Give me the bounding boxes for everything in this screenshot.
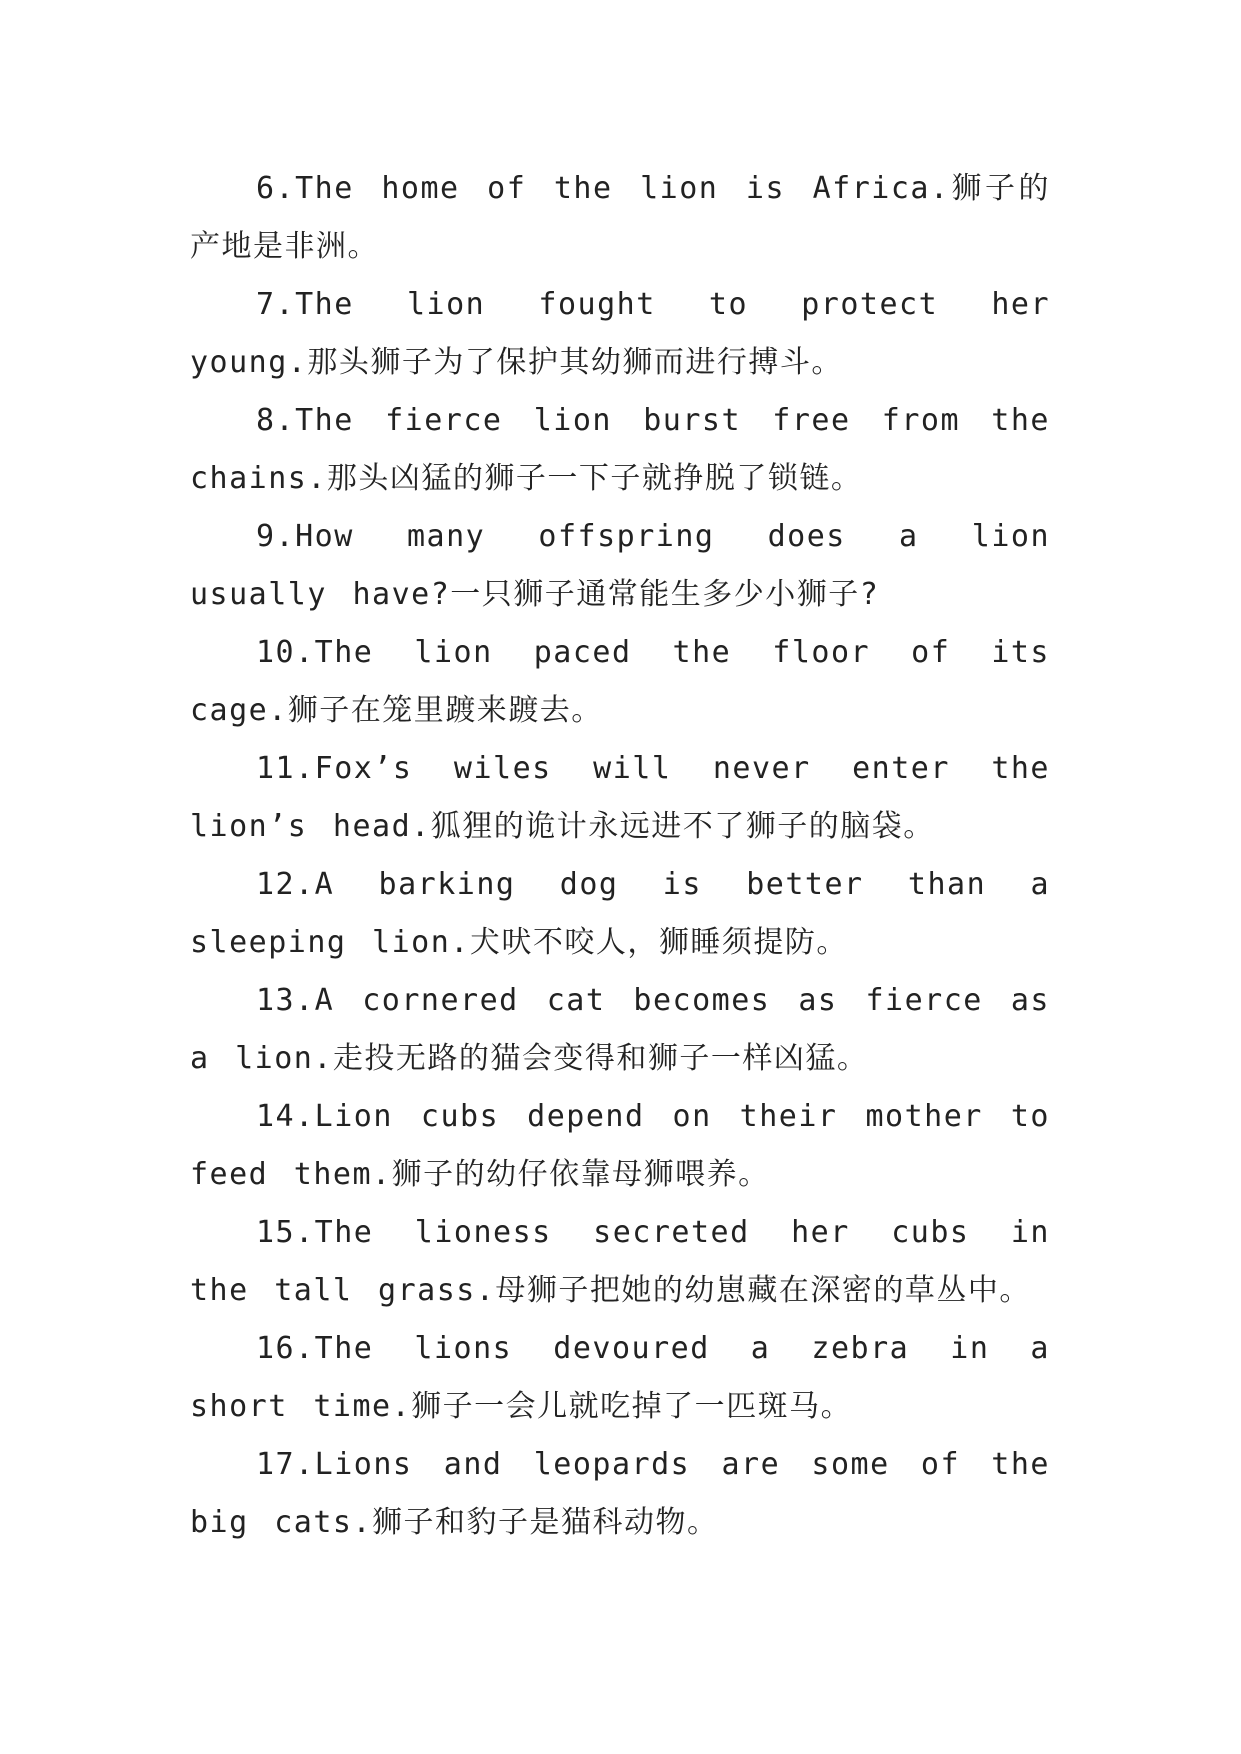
sentence-12: 12.A barking dog is better than a sleeping lion.犬吠不咬人，狮睡须提防。 [190, 867, 1050, 960]
sentence-17: 17.Lions and leopards are some of the big cats.狮子和豹子是猫科动物。 [190, 1447, 1050, 1540]
sentence-7: 7.The lion fought to protect her young.那头狮子为了保护其幼狮而进行搏斗。 [190, 287, 1050, 380]
sentence-14: 14.Lion cubs depend on their mother to feed them.狮子的幼仔依靠母狮喂养。 [190, 1099, 1050, 1192]
sentence-11: 11.Fox’s wiles will never enter the lion’s head.狐狸的诡计永远进不了狮子的脑袋。 [190, 751, 1050, 844]
sentence-15: 15.The lioness secreted her cubs in the tall grass.母狮子把她的幼崽藏在深密的草丛中。 [190, 1215, 1050, 1308]
sentence-8: 8.The fierce lion burst free from the chains.那头凶猛的狮子一下子就挣脱了锁链。 [190, 403, 1050, 496]
sentence-10: 10.The lion paced the floor of its cage.狮子在笼里踱来踱去。 [190, 635, 1050, 728]
sentence-list [190, 160, 1050, 1552]
sentence-6: 6.The home of the lion is Africa.狮子的产地是非洲。 [190, 171, 1050, 264]
sentence-16: 16.The lions devoured a zebra in a short time.狮子一会儿就吃掉了一匹斑马。 [190, 1331, 1050, 1424]
sentence-9: 9.How many offspring does a lion usually have?一只狮子通常能生多少小狮子? [190, 519, 1050, 612]
sentence-13: 13.A cornered cat becomes as fierce as a lion.走投无路的猫会变得和狮子一样凶猛。 [190, 983, 1050, 1076]
